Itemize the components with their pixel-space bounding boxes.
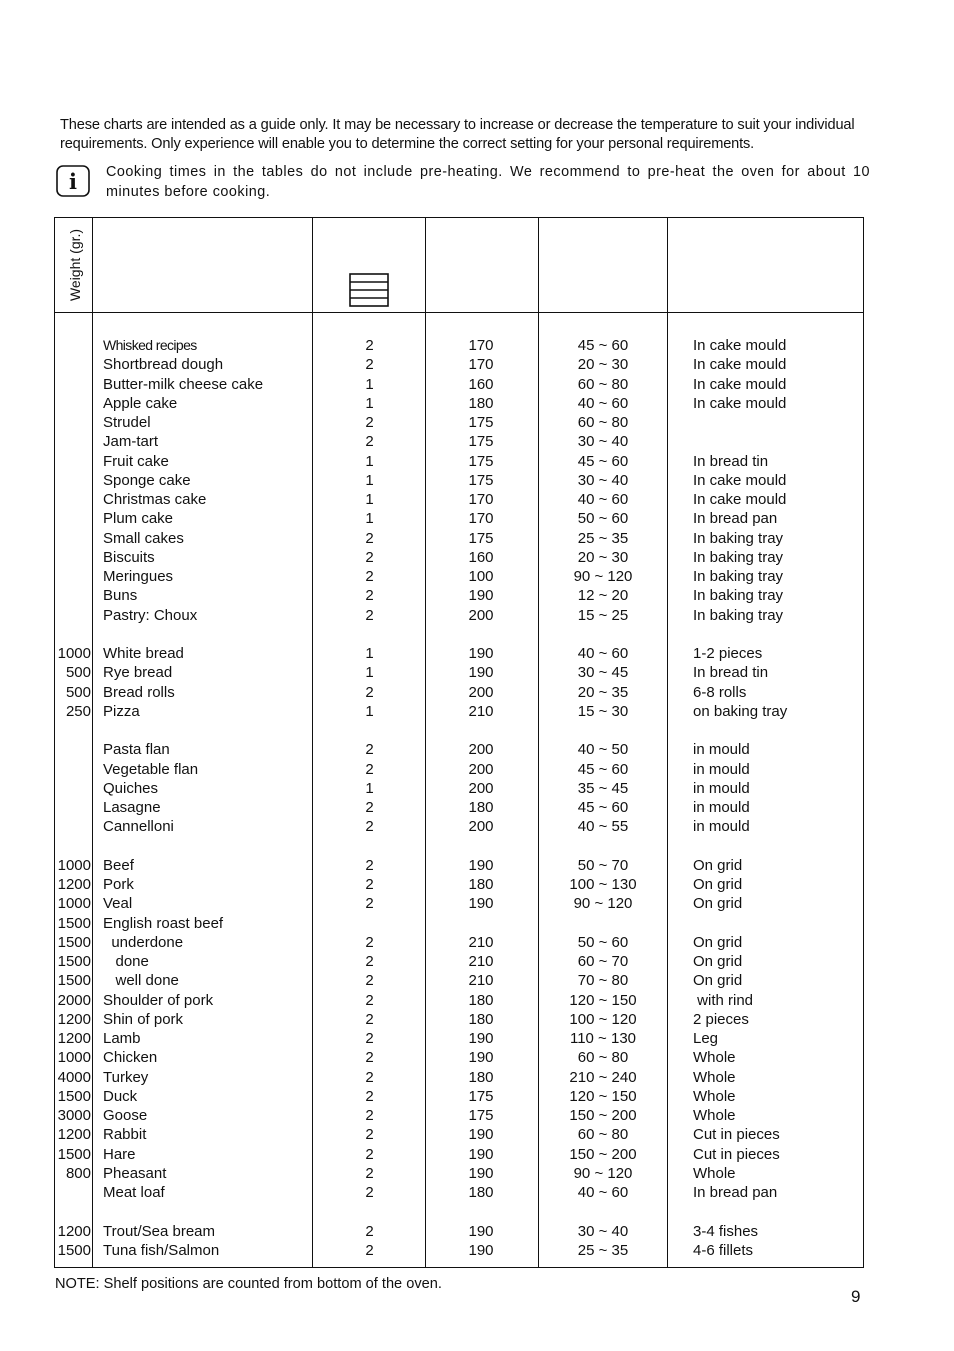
- table-row: [55, 375, 863, 394]
- time-cell: 100 ~ 130: [569, 876, 637, 893]
- food-cell: Chicken: [103, 1049, 158, 1067]
- food-cell: Meringues: [103, 568, 174, 585]
- weight-cell: 1000: [57, 856, 91, 874]
- time-cell: 60 ~ 80: [577, 1126, 629, 1144]
- food-cell: Small cakes: [103, 529, 184, 547]
- food-cell: Plum cake: [103, 510, 174, 528]
- table-row: [55, 1010, 863, 1029]
- food-cell: Bread rolls: [103, 683, 175, 701]
- weight-cell: 1500: [57, 1087, 91, 1105]
- temperature-cell: 175: [468, 529, 494, 547]
- footnote: NOTE: Shelf positions are counted from bottom of the oven.: [55, 1276, 442, 1292]
- weight-cell: 1200: [57, 1010, 91, 1028]
- table-row: [55, 529, 863, 548]
- temperature-cell: 180: [468, 991, 494, 1009]
- intro-paragraph: These charts are intended as a guide only. It may be necessary to increase or decrease the temperature to suit your individual requirements. Only experience will enable you to determine the correct setting for your personal requirements.: [60, 117, 855, 152]
- notes-cell: in mould: [693, 760, 750, 778]
- notes-cell: On grid: [693, 972, 743, 990]
- notes-cell: In cake mould: [693, 471, 787, 489]
- temperature-cell: 190: [468, 1241, 494, 1259]
- table-row: [55, 952, 863, 971]
- shelf-cell: 2: [365, 433, 374, 451]
- temperature-cell: 170: [468, 337, 494, 354]
- food-cell: Pizza: [103, 702, 140, 720]
- shelf-cell: 2: [365, 587, 374, 605]
- food-cell: done: [103, 953, 149, 970]
- time-cell: 12 ~ 20: [577, 587, 629, 605]
- time-cell: 45 ~ 60: [577, 760, 629, 778]
- shelf-cell: 1: [365, 394, 374, 412]
- temperature-cell: 210: [468, 972, 494, 990]
- table-row: [55, 817, 863, 836]
- weight-cell: 1000: [57, 895, 91, 913]
- temperature-cell: 190: [468, 1126, 494, 1144]
- temperature-cell: 180: [468, 876, 494, 893]
- notes-cell: in mould: [693, 741, 750, 759]
- time-cell: 25 ~ 35: [577, 1241, 629, 1259]
- time-cell: 50 ~ 60: [577, 510, 629, 528]
- notes-cell: In baking tray: [693, 606, 784, 624]
- table-row: [55, 798, 863, 817]
- time-cell: 20 ~ 30: [577, 356, 629, 374]
- temperature-cell: 175: [468, 414, 494, 431]
- notes-cell: Whole: [693, 1107, 736, 1124]
- food-cell: Tuna fish/Salmon: [103, 1241, 220, 1259]
- time-cell: 20 ~ 30: [577, 548, 629, 566]
- weight-cell: 1500: [57, 1241, 91, 1259]
- notes-cell: with rind: [693, 991, 754, 1009]
- time-cell: 150 ~ 200: [569, 1145, 637, 1163]
- time-cell: 100 ~ 120: [569, 1010, 637, 1028]
- shelf-cell: 2: [365, 1145, 374, 1163]
- time-cell: 45 ~ 60: [577, 452, 629, 470]
- time-cell: 25 ~ 35: [577, 529, 629, 547]
- table-row: [55, 1125, 863, 1144]
- temperature-cell: 190: [468, 645, 494, 662]
- temperature-cell: 175: [468, 1107, 494, 1124]
- notes-cell: in mould: [693, 779, 750, 797]
- shelf-cell: 2: [365, 1164, 374, 1182]
- shelf-cell: 2: [365, 933, 374, 951]
- table-row: [55, 586, 863, 605]
- shelf-cell: 2: [365, 529, 374, 547]
- shelf-cell: 2: [365, 1068, 374, 1086]
- time-cell: 20 ~ 35: [577, 683, 629, 701]
- temperature-cell: 210: [468, 702, 494, 720]
- table-row: [55, 355, 863, 374]
- shelf-cell: 2: [365, 799, 374, 816]
- temperature-cell: 190: [468, 1049, 494, 1067]
- time-cell: 45 ~ 60: [577, 799, 629, 816]
- weight-cell: 1500: [57, 914, 91, 932]
- food-cell: Turkey: [103, 1068, 149, 1086]
- shelf-cell: 1: [365, 664, 374, 682]
- temperature-cell: 170: [468, 491, 494, 508]
- weight-cell: 3000: [57, 1107, 91, 1124]
- time-cell: 30 ~ 40: [577, 433, 629, 451]
- shelf-cell: 2: [365, 1087, 374, 1105]
- shelf-cell: 2: [365, 953, 374, 970]
- shelf-cell: 2: [365, 1030, 374, 1047]
- notes-cell: 4-6 fillets: [693, 1241, 754, 1259]
- table-row: [55, 1068, 863, 1087]
- time-cell: 110 ~ 130: [569, 1030, 637, 1047]
- table-row: [55, 413, 863, 432]
- time-cell: 90 ~ 120: [573, 568, 633, 585]
- time-cell: 40 ~ 60: [577, 394, 629, 412]
- notes-cell: Cut in pieces: [693, 1145, 780, 1163]
- temperature-cell: 190: [468, 664, 494, 682]
- table-row: [55, 471, 863, 490]
- time-cell: 60 ~ 80: [577, 414, 629, 431]
- notes-cell: On grid: [693, 953, 743, 970]
- weight-cell: 500: [65, 683, 91, 701]
- time-cell: 45 ~ 60: [577, 337, 629, 354]
- shelf-cell: 1: [365, 645, 374, 662]
- temperature-cell: 190: [468, 1164, 494, 1182]
- shelf-cell: 2: [365, 1184, 374, 1201]
- food-cell: Veal: [103, 895, 133, 913]
- shelf-cell: 2: [365, 741, 374, 759]
- info-icon: [56, 165, 90, 197]
- notes-cell: In cake mould: [693, 337, 787, 354]
- food-cell: Lamb: [103, 1030, 141, 1047]
- food-cell: Sponge cake: [103, 471, 191, 489]
- temperature-cell: 200: [468, 741, 494, 759]
- page-number: 9: [851, 1287, 861, 1306]
- table-row: [55, 1087, 863, 1106]
- food-cell: Rabbit: [103, 1126, 147, 1144]
- weight-cell: 1200: [57, 1030, 91, 1047]
- weight-cell: 1500: [57, 972, 91, 990]
- table-row: [55, 971, 863, 990]
- notes-cell: on baking tray: [693, 702, 788, 720]
- temperature-cell: 180: [468, 1184, 494, 1201]
- time-cell: 15 ~ 25: [577, 606, 629, 624]
- shelf-cell: 1: [365, 452, 374, 470]
- temperature-cell: 175: [468, 1087, 494, 1105]
- time-cell: 60 ~ 70: [577, 953, 629, 970]
- weight-cell: 1000: [57, 1049, 91, 1067]
- notes-cell: In cake mould: [693, 356, 787, 374]
- table-row: [55, 683, 863, 702]
- food-cell: Fruit cake: [103, 452, 169, 470]
- food-cell: Jam-tart: [103, 433, 159, 451]
- food-cell: Cannelloni: [103, 818, 174, 836]
- food-cell: well done: [103, 972, 179, 990]
- table-row: [55, 1222, 863, 1241]
- notes-cell: In bread pan: [693, 510, 778, 528]
- shelf-cell: 2: [365, 1241, 374, 1259]
- time-cell: 60 ~ 80: [577, 375, 629, 393]
- shelf-cell: 2: [365, 414, 374, 431]
- table-row: [55, 702, 863, 721]
- shelf-cell: 2: [365, 606, 374, 624]
- temperature-cell: 175: [468, 452, 494, 470]
- weight-cell: 1500: [57, 1145, 91, 1163]
- shelf-cell: 2: [365, 876, 374, 893]
- table-row: [55, 490, 863, 509]
- food-cell: Shin of pork: [103, 1010, 184, 1028]
- temperature-cell: 200: [468, 779, 494, 797]
- temperature-cell: 200: [468, 606, 494, 624]
- time-cell: 210 ~ 240: [569, 1068, 637, 1086]
- time-cell: 30 ~ 40: [577, 1222, 629, 1240]
- shelf-cell: 2: [365, 1126, 374, 1144]
- time-cell: 50 ~ 70: [577, 856, 629, 874]
- notes-cell: 1-2 pieces: [693, 645, 763, 662]
- notes-cell: In baking tray: [693, 548, 784, 566]
- shelf-cell: 2: [365, 1107, 374, 1124]
- shelf-cell: 2: [365, 548, 374, 566]
- time-cell: 40 ~ 60: [577, 645, 629, 662]
- food-cell: Meat loaf: [103, 1184, 165, 1201]
- food-cell: Vegetable flan: [103, 760, 199, 778]
- food-cell: Strudel: [103, 414, 151, 431]
- notes-cell: In cake mould: [693, 491, 787, 508]
- food-cell: Lasagne: [103, 799, 161, 816]
- food-cell: Pasta flan: [103, 741, 170, 759]
- time-cell: 120 ~ 150: [569, 991, 637, 1009]
- food-cell: Whisked recipes: [103, 337, 197, 353]
- table-row: [55, 548, 863, 567]
- table-row: [55, 336, 863, 355]
- table-row: [55, 509, 863, 528]
- food-cell: Pastry: Choux: [103, 606, 198, 624]
- weight-cell: 1200: [57, 1222, 91, 1240]
- table-row: [55, 760, 863, 779]
- food-cell: White bread: [103, 645, 184, 662]
- temperature-cell: 200: [468, 818, 494, 836]
- notes-cell: In cake mould: [693, 375, 787, 393]
- notes-cell: On grid: [693, 856, 743, 874]
- temperature-cell: 170: [468, 356, 494, 374]
- table-row: [55, 933, 863, 952]
- food-cell: Pork: [103, 876, 134, 893]
- temperature-cell: 190: [468, 1222, 494, 1240]
- notes-cell: 6-8 rolls: [693, 683, 747, 701]
- table-row: [55, 856, 863, 875]
- food-cell: Quiches: [103, 779, 159, 797]
- table-row: [55, 875, 863, 894]
- food-cell: Shoulder of pork: [103, 991, 214, 1009]
- shelf-cell: 2: [365, 1222, 374, 1240]
- table-row: [55, 452, 863, 471]
- cooking-table: [54, 217, 864, 1268]
- time-cell: 40 ~ 60: [577, 491, 629, 508]
- temperature-cell: 190: [468, 587, 494, 605]
- notes-cell: In baking tray: [693, 587, 784, 605]
- weight-cell: 2000: [57, 991, 91, 1009]
- food-cell: Beef: [103, 856, 134, 874]
- weight-cell: 1500: [57, 933, 91, 951]
- temperature-cell: 170: [468, 510, 494, 528]
- time-cell: 30 ~ 40: [577, 471, 629, 489]
- food-cell: Rye bread: [103, 664, 173, 682]
- food-cell: Duck: [103, 1087, 138, 1105]
- temperature-cell: 180: [468, 799, 494, 816]
- table-row: [55, 606, 863, 625]
- preheat-note: Cooking times in the tables do not include pre-heating. We recommend to pre-heat the oven for about 10 minutes before cooking.: [106, 164, 870, 200]
- temperature-cell: 180: [468, 1010, 494, 1028]
- table-row: [55, 894, 863, 913]
- temperature-cell: 210: [468, 953, 494, 970]
- temperature-cell: 180: [468, 394, 494, 412]
- food-cell: underdone: [103, 933, 184, 951]
- notes-cell: Whole: [693, 1068, 736, 1086]
- table-row: [55, 644, 863, 663]
- notes-cell: 2 pieces: [693, 1010, 749, 1028]
- notes-cell: In baking tray: [693, 568, 784, 585]
- weight-cell: 1200: [57, 1126, 91, 1144]
- weight-column-header: [61, 222, 89, 308]
- weight-cell: 800: [65, 1164, 91, 1182]
- notes-cell: In cake mould: [693, 394, 787, 412]
- shelf-cell: 2: [365, 972, 374, 990]
- table-row: [55, 1164, 863, 1183]
- notes-cell: In bread tin: [693, 664, 769, 682]
- food-cell: Pheasant: [103, 1164, 167, 1182]
- notes-cell: In bread pan: [693, 1184, 778, 1201]
- shelf-cell: 2: [365, 356, 374, 374]
- table-row: [55, 663, 863, 682]
- time-cell: 40 ~ 55: [577, 818, 629, 836]
- shelf-cell: 2: [365, 337, 374, 354]
- temperature-cell: 190: [468, 895, 494, 913]
- food-cell: Christmas cake: [103, 491, 207, 508]
- table-row: [55, 1183, 863, 1202]
- temperature-cell: 210: [468, 933, 494, 951]
- food-cell: Trout/Sea bream: [103, 1222, 215, 1240]
- time-cell: 90 ~ 120: [573, 895, 633, 913]
- header-divider: [55, 312, 863, 313]
- weight-header-label: Weight (gr.): [67, 228, 84, 302]
- notes-cell: On grid: [693, 876, 743, 893]
- temperature-cell: 160: [468, 548, 494, 566]
- notes-cell: On grid: [693, 895, 743, 913]
- notes-cell: Whole: [693, 1164, 736, 1182]
- temperature-cell: 160: [468, 375, 494, 393]
- time-cell: 35 ~ 45: [577, 779, 629, 797]
- shelf-cell: 1: [365, 491, 374, 508]
- food-cell: English roast beef: [103, 914, 224, 932]
- time-cell: 15 ~ 30: [577, 702, 629, 720]
- weight-cell: 500: [65, 664, 91, 682]
- temperature-cell: 190: [468, 1145, 494, 1163]
- shelf-cell: 1: [365, 471, 374, 489]
- temperature-cell: 180: [468, 1068, 494, 1086]
- shelf-cell: 1: [365, 375, 374, 393]
- temperature-cell: 200: [468, 683, 494, 701]
- weight-cell: 1200: [57, 876, 91, 893]
- notes-cell: In bread tin: [693, 452, 769, 470]
- food-cell: Goose: [103, 1107, 148, 1124]
- time-cell: 30 ~ 45: [577, 664, 629, 682]
- shelf-cell: 2: [365, 1049, 374, 1067]
- shelf-position-icon: [349, 273, 389, 307]
- table-row: [55, 740, 863, 759]
- shelf-cell: 2: [365, 991, 374, 1009]
- temperature-cell: 200: [468, 760, 494, 778]
- temperature-cell: 175: [468, 433, 494, 451]
- shelf-cell: 2: [365, 683, 374, 701]
- temperature-cell: 190: [468, 856, 494, 874]
- table-row: [55, 991, 863, 1010]
- weight-cell: 1000: [57, 645, 91, 662]
- shelf-cell: 2: [365, 760, 374, 778]
- time-cell: 40 ~ 50: [577, 741, 629, 759]
- time-cell: 60 ~ 80: [577, 1049, 629, 1067]
- food-cell: Hare: [103, 1145, 136, 1163]
- time-cell: 50 ~ 60: [577, 933, 629, 951]
- table-row: [55, 914, 863, 933]
- weight-cell: 4000: [57, 1068, 91, 1086]
- food-cell: Shortbread dough: [103, 356, 224, 374]
- shelf-cell: 1: [365, 779, 374, 797]
- notes-cell: Whole: [693, 1049, 736, 1067]
- food-cell: Butter-milk cheese cake: [103, 375, 264, 393]
- table-row: [55, 1106, 863, 1125]
- food-cell: Apple cake: [103, 394, 178, 412]
- temperature-cell: 100: [468, 568, 494, 585]
- weight-cell: 250: [65, 702, 91, 720]
- shelf-cell: 2: [365, 856, 374, 874]
- time-cell: 120 ~ 150: [569, 1087, 637, 1105]
- notes-cell: In baking tray: [693, 529, 784, 547]
- shelf-cell: 2: [365, 568, 374, 585]
- notes-cell: Cut in pieces: [693, 1126, 780, 1144]
- table-row: [55, 394, 863, 413]
- temperature-cell: 175: [468, 471, 494, 489]
- weight-cell: 1500: [57, 953, 91, 970]
- time-cell: 150 ~ 200: [569, 1107, 637, 1124]
- notes-cell: Leg: [693, 1030, 719, 1047]
- time-cell: 40 ~ 60: [577, 1184, 629, 1201]
- food-cell: Biscuits: [103, 548, 155, 566]
- table-row: [55, 779, 863, 798]
- table-row: [55, 1029, 863, 1048]
- shelf-cell: 2: [365, 818, 374, 836]
- notes-cell: 3-4 fishes: [693, 1222, 759, 1240]
- temperature-cell: 190: [468, 1030, 494, 1047]
- table-row: [55, 1145, 863, 1164]
- shelf-cell: 1: [365, 510, 374, 528]
- table-row: [55, 567, 863, 586]
- food-cell: Buns: [103, 587, 138, 605]
- table-row: [55, 1241, 863, 1260]
- shelf-cell: 2: [365, 1010, 374, 1028]
- time-cell: 70 ~ 80: [577, 972, 629, 990]
- notes-cell: in mould: [693, 818, 750, 836]
- notes-cell: in mould: [693, 799, 750, 816]
- notes-cell: Whole: [693, 1087, 736, 1105]
- svg-text:i: i: [69, 169, 77, 194]
- table-row: [55, 432, 863, 451]
- table-row: [55, 1048, 863, 1067]
- shelf-cell: 1: [365, 702, 374, 720]
- shelf-cell: 2: [365, 895, 374, 913]
- time-cell: 90 ~ 120: [573, 1164, 633, 1182]
- notes-cell: On grid: [693, 933, 743, 951]
